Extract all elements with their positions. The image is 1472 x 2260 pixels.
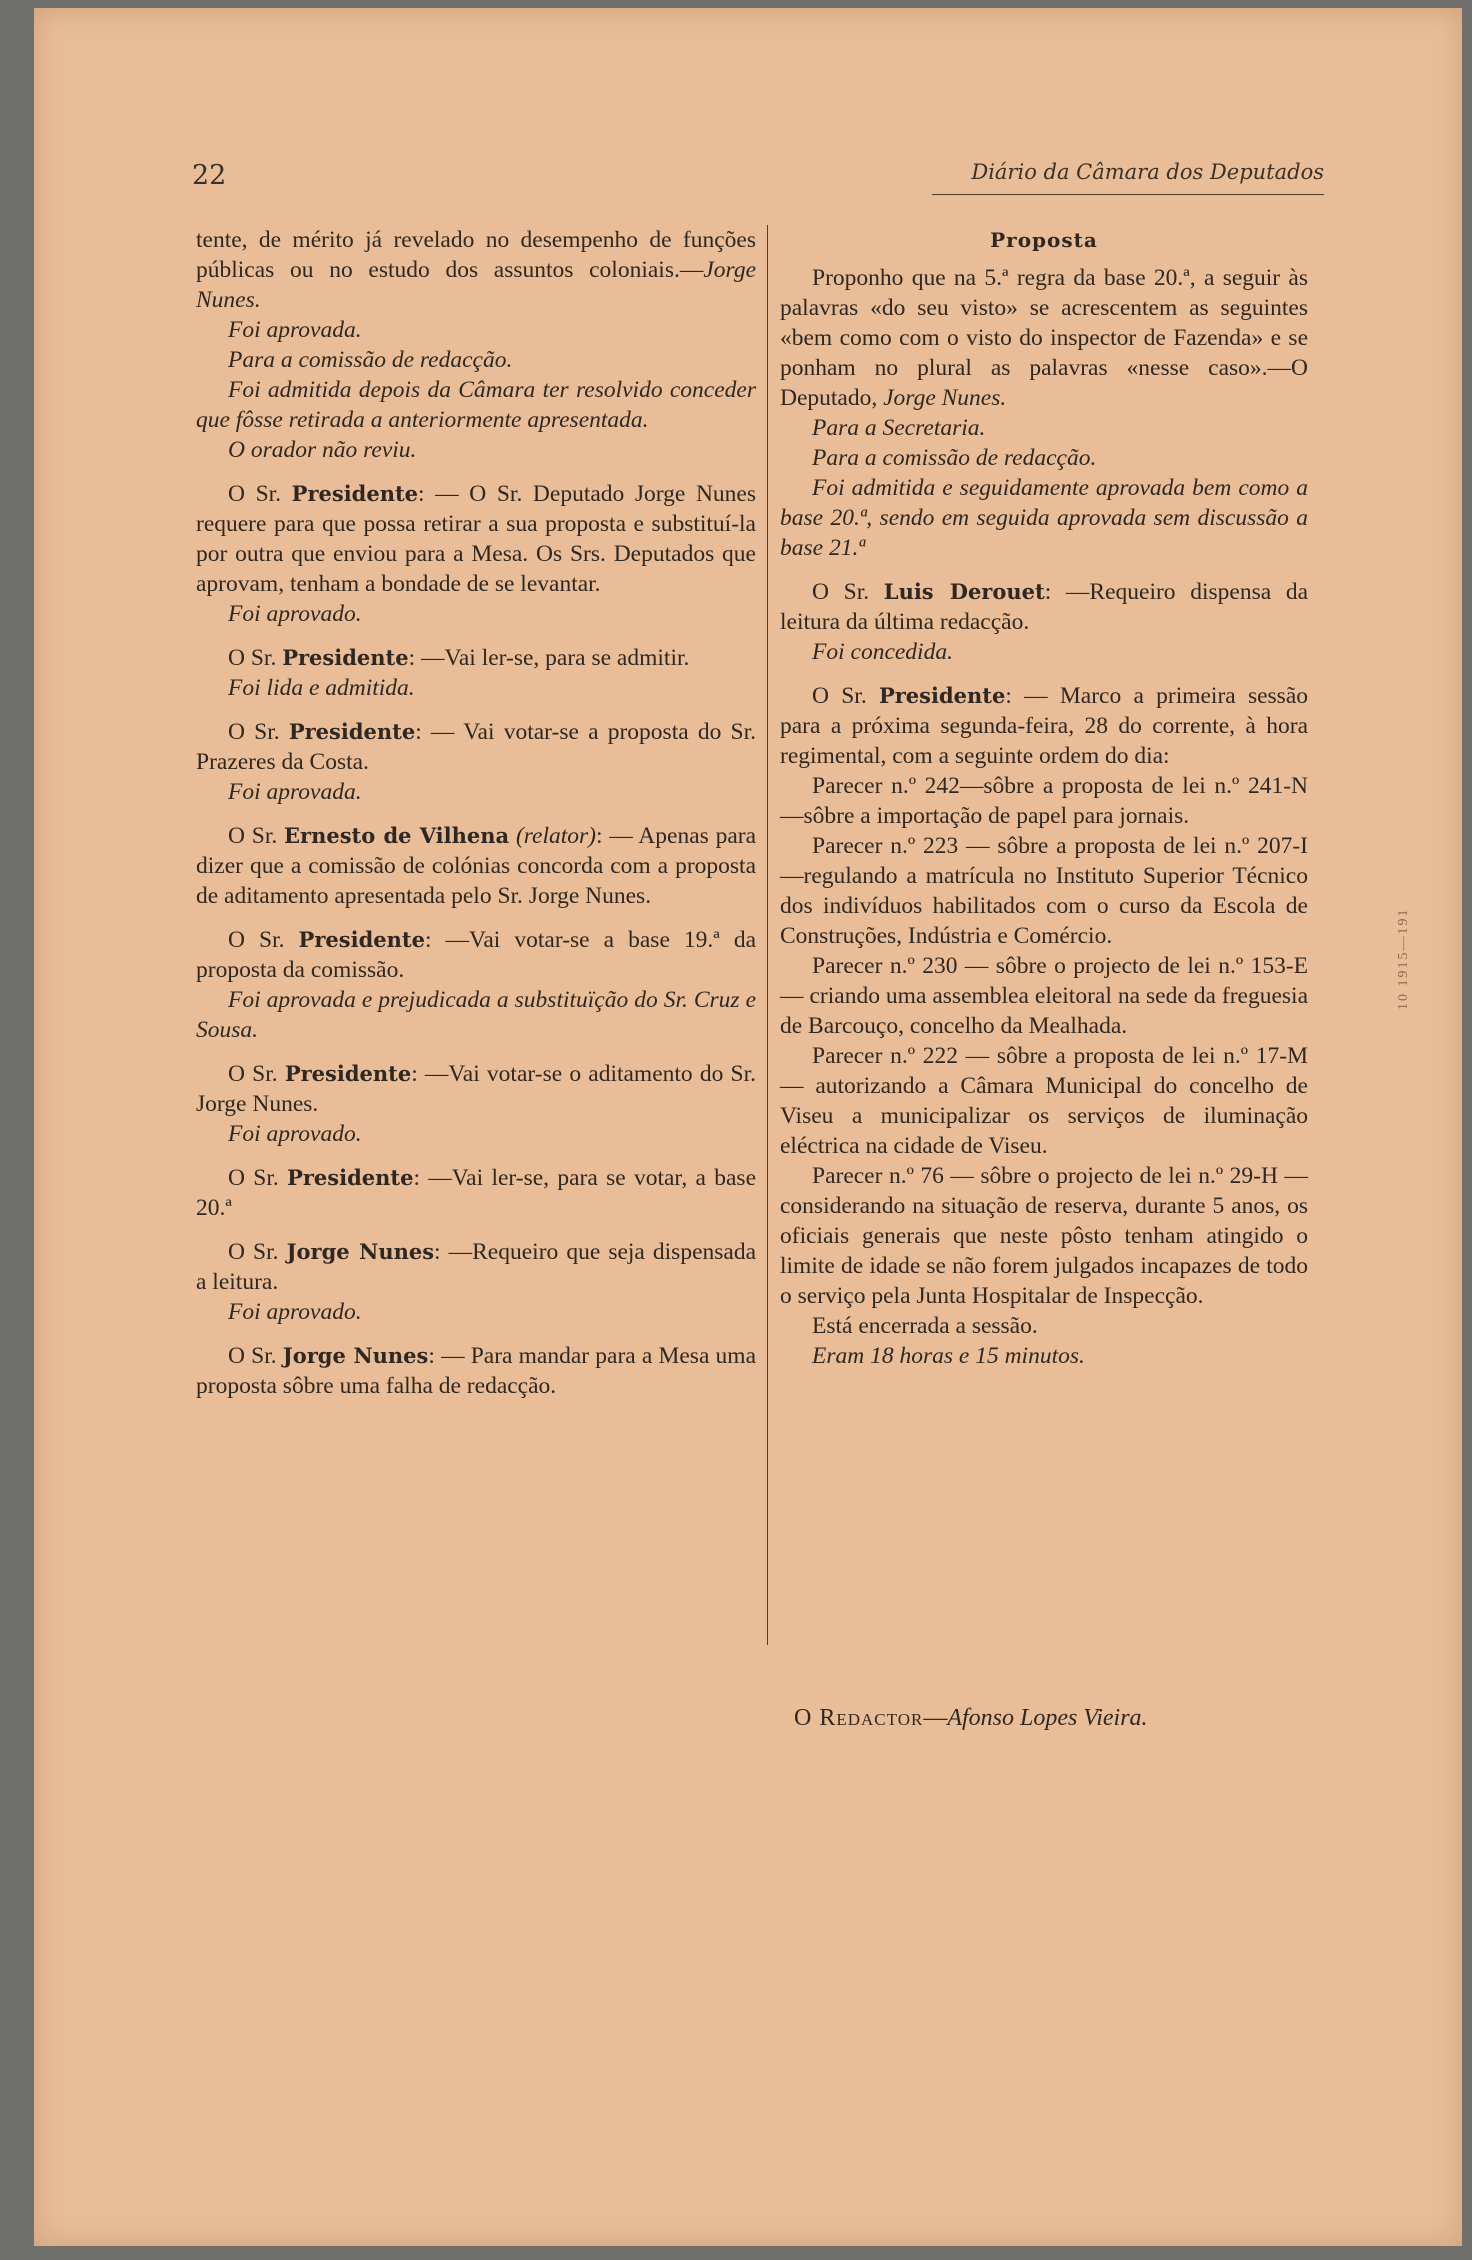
speaker: Presidente bbox=[298, 927, 425, 952]
note: Para a comissão de redacção. bbox=[812, 445, 1097, 471]
note: Foi admitida depois da Câmara ter resolvido conceder que fôsse retirada a anteriormente apresentada. bbox=[196, 377, 756, 433]
speaker: Presidente bbox=[287, 1165, 414, 1190]
note: Para a Secretaria. bbox=[812, 415, 986, 441]
speaker: Jorge Nunes bbox=[286, 1239, 435, 1264]
speaker: Presidente bbox=[284, 1061, 412, 1086]
note: Para a comissão de redacção. bbox=[228, 347, 513, 373]
list-item: Parecer n.º 76 — sôbre o projecto de lei n.º 29-H — considerando na situação de reserva, durante 5 anos, os oficiais generais que neste pôsto tenham atingido o limite de idade se não forem julgados incapazes de todo o serviço pela Junta Hospitalar de Inspecção. bbox=[780, 1163, 1308, 1309]
right-column bbox=[780, 225, 1308, 1371]
left-column bbox=[196, 225, 756, 1415]
speech-paragraph: O Sr. Presidente: —Vai ler-se, para se votar, a base 20.ª bbox=[196, 1165, 756, 1221]
note: Foi admitida e seguidamente aprovada bem como a base 20.ª, sendo em seguida aprovada sem discussão a base 21.ª bbox=[780, 475, 1308, 561]
note: Foi aprovado. bbox=[228, 1299, 362, 1325]
speech-paragraph: O Sr. Ernesto de Vilhena (relator): — Apenas para dizer que a comissão de colónias concorda com a proposta de aditamento apresentada pelo Sr. Jorge Nunes. bbox=[196, 823, 757, 909]
page-number: 22 bbox=[192, 160, 227, 191]
speaker: Ernesto de Vilhena bbox=[284, 823, 510, 848]
note: Foi aprovada. bbox=[228, 317, 362, 343]
speech-paragraph: O Sr. Presidente: —Vai ler-se, para se admitir. bbox=[228, 645, 690, 671]
paragraph: tente, de mérito já revelado no desempenho de funções públicas ou no estudo dos assuntos coloniais.—Jorge Nunes. bbox=[196, 227, 756, 313]
note: Foi aprovado. bbox=[228, 601, 362, 627]
speech-paragraph: O Sr. Jorge Nunes: —Requeiro que seja dispensada a leitura. bbox=[196, 1239, 757, 1295]
speaker: Presidente bbox=[282, 645, 409, 670]
note: Foi lida e admitida. bbox=[228, 675, 415, 701]
list-item: Parecer n.º 230 — sôbre o projecto de lei n.º 153-E — criando uma assemblea eleitoral na sede da freguesia de Barcouço, concelho da Mealhada. bbox=[780, 953, 1308, 1039]
speech-paragraph: O Sr. Presidente: — Marco a primeira sessão para a próxima segunda-feira, 28 do corrente, à hora regimental, com a seguinte ordem do dia: bbox=[780, 683, 1309, 769]
header-rule bbox=[932, 194, 1324, 195]
list-item: Parecer n.º 242—sôbre a proposta de lei n.º 241-N—sôbre a importação de papel para jornais. bbox=[780, 773, 1308, 829]
list-item: Parecer n.º 222 — sôbre a proposta de lei n.º 17-M — autorizando a Câmara Municipal do concelho de Viseu a municipalizar os serviços de iluminação eléctrica na cidade de Viseu. bbox=[780, 1043, 1308, 1159]
note: O orador não reviu. bbox=[228, 437, 417, 463]
note: Foi concedida. bbox=[812, 639, 953, 665]
column-divider bbox=[767, 225, 768, 1645]
speaker: Presidente bbox=[878, 683, 1006, 708]
speaker: Presidente bbox=[291, 481, 419, 506]
section-heading: Proposta bbox=[990, 228, 1098, 252]
closing-time: Eram 18 horas e 15 minutos. bbox=[812, 1343, 1085, 1369]
speaker: Presidente bbox=[288, 719, 416, 744]
speech-paragraph: O Sr. Presidente: —Vai votar-se a base 19.ª da proposta da comissão. bbox=[196, 927, 757, 983]
note: Foi aprovada e prejudicada a substituïção do Sr. Cruz e Sousa. bbox=[196, 987, 756, 1043]
signature-role: O Redactor bbox=[794, 1705, 924, 1731]
note: Foi aprovado. bbox=[228, 1121, 362, 1147]
speech-paragraph: O Sr. Presidente: —Vai votar-se o aditamento do Sr. Jorge Nunes. bbox=[196, 1061, 757, 1117]
closing-line: Está encerrada a sessão. bbox=[812, 1313, 1038, 1339]
note: Foi aprovada. bbox=[228, 779, 362, 805]
page-header bbox=[192, 154, 1324, 194]
speech-paragraph: O Sr. Jorge Nunes: — Para mandar para a Mesa uma proposta sôbre uma falha de redacção. bbox=[196, 1343, 757, 1399]
list-item: Parecer n.º 223 — sôbre a proposta de lei n.º 207-I —regulando a matrícula no Instituto Superior Técnico dos indivíduos habilitados com o curso da Escola de Construções, Indústria e Comércio. bbox=[780, 833, 1308, 949]
signature-name: Afonso Lopes Vieira. bbox=[947, 1705, 1148, 1731]
speech-paragraph: O Sr. Presidente: — O Sr. Deputado Jorge Nunes requere para que possa retirar a sua proposta e substituí-la por outra que enviou para a Mesa. Os Srs. Deputados que aprovam, tenham a bondade de se levantar. bbox=[196, 481, 757, 597]
speech-paragraph: O Sr. Presidente: — Vai votar-se a proposta do Sr. Prazeres da Costa. bbox=[196, 719, 756, 775]
speech-paragraph: O Sr. Luis Derouet: —Requeiro dispensa da leitura da última redacção. bbox=[780, 579, 1309, 635]
speaker: Luis Derouet bbox=[883, 579, 1045, 604]
signature-line: O Redactor—Afonso Lopes Vieira. bbox=[794, 1705, 1148, 1731]
speaker: Jorge Nunes bbox=[282, 1343, 429, 1368]
paragraph: Proponho que na 5.ª regra da base 20.ª, a seguir às palavras «do seu visto» se acrescentem as seguintes «bem como com o visto do inspector de Fazenda» e se ponham no plural as palavras «nesse caso».—O Deputado, Jorge Nunes. bbox=[780, 265, 1308, 411]
margin-stamp: 10 1915—191 bbox=[1396, 907, 1411, 1010]
journal-title: Diário da Câmara dos Deputados bbox=[971, 160, 1324, 184]
